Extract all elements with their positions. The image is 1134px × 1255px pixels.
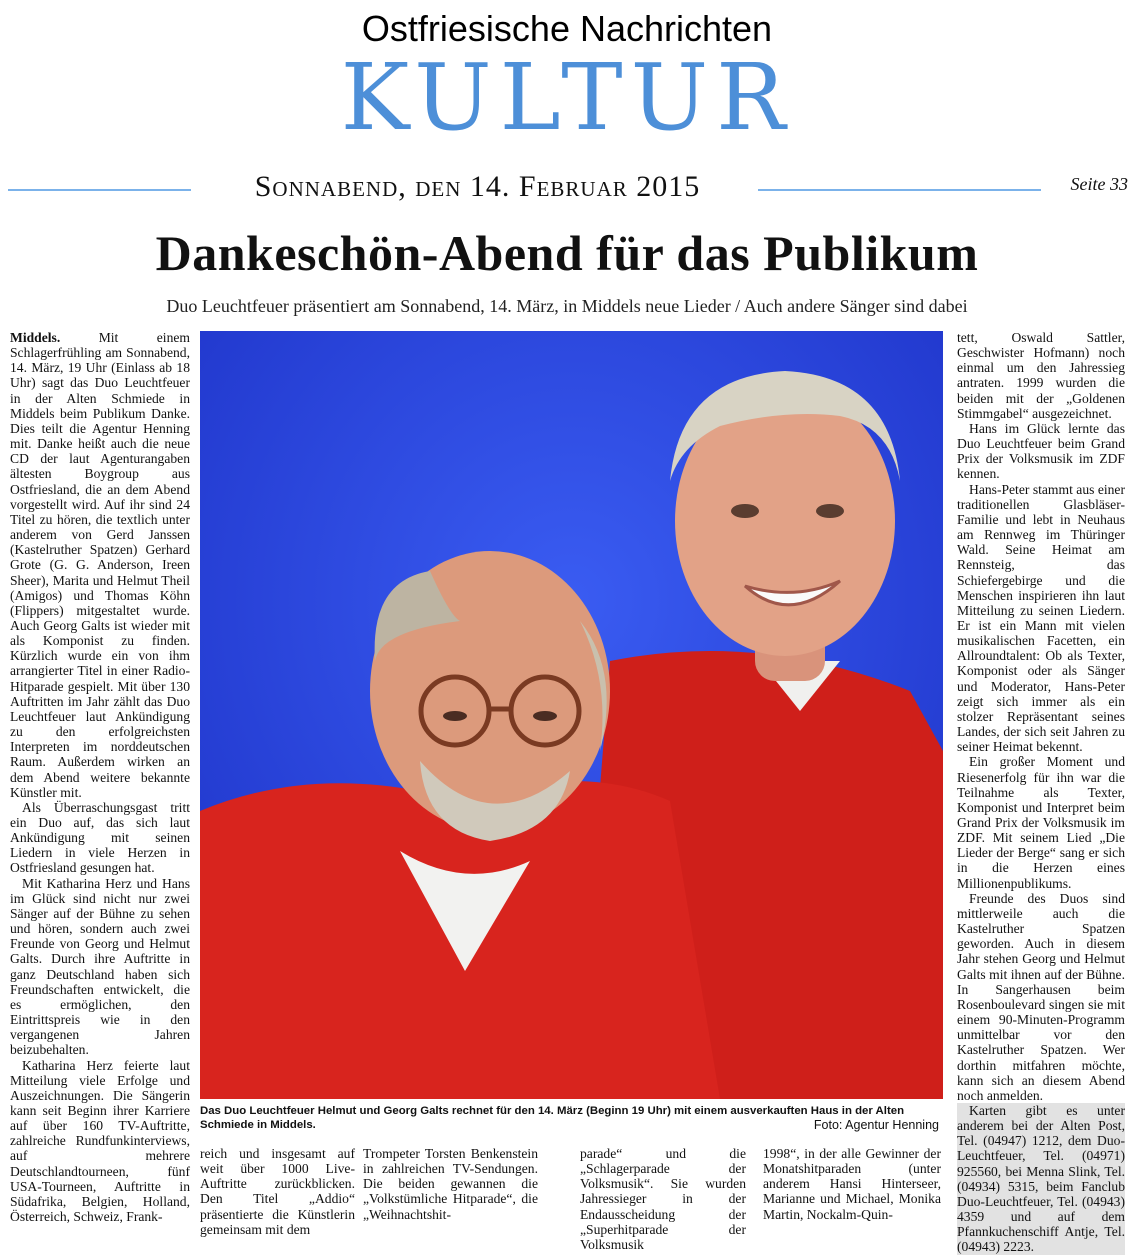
newspaper-source: Ostfriesische Nachrichten bbox=[361, 8, 773, 49]
paragraph: Hans im Glück lernte das Duo Leuchtfeuer beim Grand Prix der Volksmusik im ZDF kennen. bbox=[957, 420, 1125, 482]
paragraph: Trompeter Torsten Benkenstein in zahlreichen TV-Sendungen. Die beiden gewannen die „Volkstümliche Hitparade“, die „Weihnachtshit- bbox=[363, 1146, 538, 1222]
article-column-bottom-4 bbox=[763, 1146, 941, 1232]
paragraph: Hans-Peter stammt aus einer traditionellen Glasbläser-Familie und lebt in Neuhaus am Rennweg im Thüringer Wald. Seine Heimat am Rennsteig, das Schiefergebirge und die Menschen inspirieren ihn laut Mitteilung zu seinen Liedern. Er ist ein Mann mit vielen musikalischen Facetten, ein Allroundtalent: Ob als Texter, Komponist oder als Sänger und Moderator, Hans-Peter zeigt sich immer als ein stolzer Repräsentant seines Landes, der sich seit Jahren zu seiner Heimat bekennt. bbox=[957, 481, 1125, 755]
photo-caption: Das Duo Leuchtfeuer Helmut und Georg Galts rechnet für den 14. März (Beginn 19 Uhr) mit einem ausverkauften Haus in der Alten Schmiede in Middels. bbox=[200, 1105, 905, 1131]
paragraph: Mit Katharina Herz und Hans im Glück sind nicht nur zwei Sänger auf der Bühne zu sehen und hören, sondern auch zwei Freunde von Georg und Helmut Galts. Durch ihre Auftritte in ganz Deutschland haben sich Freundschaften entwickelt, die es ermöglichen, den Eintrittspreis wie in den vergangenen Jahren beizubehalten. bbox=[10, 875, 190, 1058]
article-headline: Dankeschön-Abend für das Publikum bbox=[155, 225, 979, 281]
article-photo bbox=[200, 331, 943, 1099]
paragraph: Middels. Mit einem Schlagerfrühling am Sonnabend, 14. März, 19 Uhr (Einlass ab 18 Uhr) sagt das Duo Leuchtfeuer in der Alten Schmiede in Middels beim Publikum Danke. Dies teilt die Agentur Henning mit. Danke heißt auch die neue CD der laut Agenturangaben ältesten Boygroup aus Ostfriesland, die an dem Abend vorgestellt wird. Auf ihr sind 24 Titel zu hören, die textlich unter anderem von Gerd Janssen (Kastelruther Spatzen) Gerhard Grote (G. G. Anderson, Ireen Sheer), Marita und Helmut Theil (Amigos) und Thomas Köhn (Flippers) mitgestaltet wurde. Auch Georg Galts ist wieder mit als Komponist zu finden. Kürzlich wurde ein von ihm arrangierter Titel in einer Radio-Hitparade gespielt. Mit über 130 Auftritten im Jahr zählt das Duo Leuchtfeuer laut Ankündigung zu den erfolgreichsten Interpreten im norddeutschen Raum. Außerdem wirken an dem Abend weitere bekannte Künstler mit. bbox=[10, 330, 190, 800]
section-title: KULTUR bbox=[340, 44, 794, 151]
paragraph: Als Überraschungsgast tritt ein Duo auf, das sich laut Ankündigung mit seinen Liedern in viele Herzen in Ostfriesland gesungen hat. bbox=[10, 799, 190, 876]
article-column-bottom-1 bbox=[200, 1146, 355, 1237]
paragraph: Ein großer Moment und Riesenerfolg für ihn war die Teilnahme als Texter, Komponist und Interpret beim Grand Prix der Volksmusik im ZDF. Mit seinem Lied „Die Lieder der Berge“ sang er sich in die Herzen eines Millionenpublikums. bbox=[957, 754, 1125, 891]
paragraph: 1998“, in der alle Gewinner der Monatshitparaden (unter anderem Hansi Hinterseer, Marianne und Michael, Monika Martin, Nockalm-Quin- bbox=[763, 1146, 941, 1222]
page-number: Seite 33 bbox=[1070, 174, 1128, 194]
dateline-location: Middels. bbox=[10, 330, 61, 345]
paragraph: Katharina Herz feierte laut Mitteilung viele Erfolge und Auszeichnungen. Die Sängerin kann seit Beginn ihrer Karriere auf über 160 TV-Auftritte, zahlreiche Rundfunkinterviews, auf mehrere Deutschlandtourneen, fünf USA-Tourneen, Auftritte in Südafrika, Belgien, Holland, Österreich, Schweiz, Frank- bbox=[10, 1057, 190, 1225]
ticket-info-paragraph: Karten gibt es unter anderem bei der Alten Post, Tel. (04947) 1212, dem Duo-Leuchtfeuer, Tel. (04971) 925560, bei Menna Slink, Tel. (04934) 5315, beim Fanclub Duo-Leuchtfeuer, Tel. (04943) 4359 und auf dem Pfannkuchenschiff Antje, Tel. (04943) 2223. bbox=[957, 1102, 1125, 1255]
paragraph: parade“ und die „Schlagerparade der Volksmusik“. Sie wurden Jahressieger in der Endausscheidung der „Superhitparade der Volksmusik bbox=[580, 1146, 746, 1252]
dateline-rule-right bbox=[758, 189, 1041, 191]
dateline-rule-left bbox=[8, 189, 191, 191]
article-column-right bbox=[957, 330, 1125, 1255]
article-column-left bbox=[10, 330, 190, 1232]
duo-portrait-image bbox=[200, 331, 943, 1099]
article-subline: Duo Leuchtfeuer präsentiert am Sonnabend, 14. März, in Middels neue Lieder / Auch andere Sänger sind dabei bbox=[166, 296, 968, 316]
photo-credit: Foto: Agentur Henning bbox=[813, 1118, 939, 1132]
paragraph: tett, Oswald Sattler, Geschwister Hofmann) noch einmal um den Jahressieg antraten. 1999 wurden die beiden mit der „Goldenen Stimmgabel“ ausgezeichnet. bbox=[957, 330, 1125, 421]
dateline: Sonnabend, den 14. Februar 2015 bbox=[254, 170, 701, 203]
article-column-bottom-3 bbox=[580, 1146, 746, 1252]
article-column-bottom-2 bbox=[363, 1146, 538, 1232]
paragraph: reich und insgesamt auf weit über 1000 Live-Auftritte zurückblicken. Den Titel „Addio“ präsentierte die Künstlerin gemeinsam mit dem bbox=[200, 1146, 355, 1237]
paragraph: Freunde des Duos sind mittlerweile auch die Kastelruther Spatzen geworden. Auch in diesem Jahr stehen Georg und Helmut Galts mit ihnen auf der Bühne. In Sangerhausen beim Rosenboulevard singen sie mit einem 90-Minuten-Programm unmittelbar vor den Kastelruther Spatzen. Wer dorthin mitfahren möchte, kann sich an diesem Abend noch anmelden. bbox=[957, 890, 1125, 1103]
